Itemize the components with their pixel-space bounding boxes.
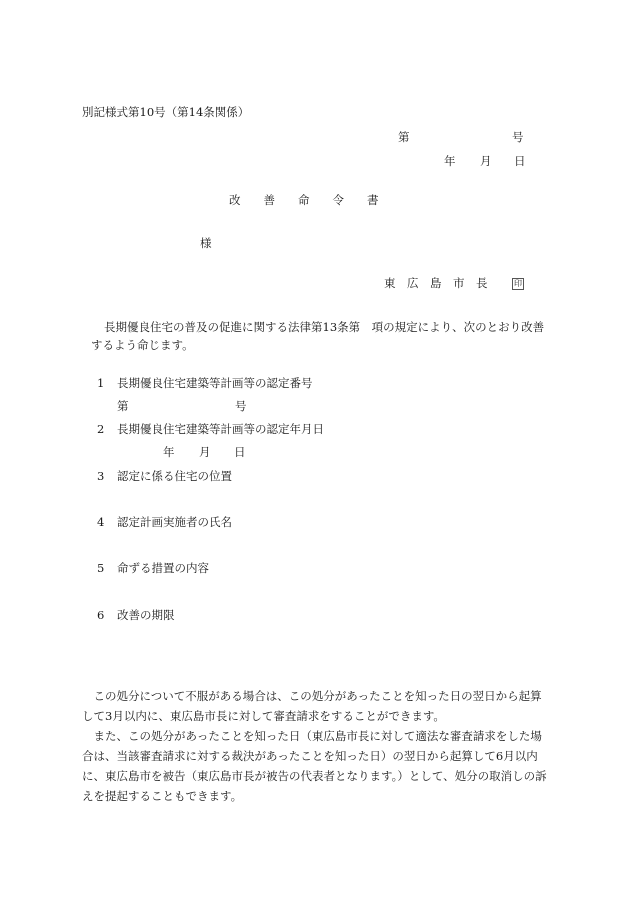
seal-mark (512, 278, 524, 290)
item-3-number: 3 (97, 469, 105, 483)
item-5-label: 命ずる措置の内容 (117, 561, 209, 575)
addressee-suffix: 様 (200, 236, 212, 250)
item-6-label: 改善の期限 (117, 608, 175, 622)
item-5-number: 5 (97, 561, 105, 575)
date-day-label: 日 (514, 154, 526, 168)
document-number-suffix: 号 (512, 130, 524, 144)
document-title: 改 善 命 令 書 (229, 193, 379, 207)
intro-line-1: 長期優良住宅の普及の促進に関する法律第13条第 項の規定により、次のとおり改善 (104, 320, 545, 334)
item-3-label: 認定に係る住宅の位置 (117, 469, 232, 483)
appeal-notice (82, 686, 548, 806)
item-1-number-prefix: 第 (117, 399, 129, 413)
appeal-notice-paragraph-1: この処分について不服がある場合は、この処分があったことを知った日の翌日から起算して3月以内に、東広島市長に対して審査請求をすることができます。 (82, 689, 542, 723)
issuer-name: 東 広 島 市 長 (384, 276, 488, 290)
item-2-number: 2 (97, 422, 105, 436)
seal-icon: 印 (514, 279, 522, 288)
item-4-number: 4 (97, 515, 105, 529)
item-1-label: 長期優良住宅建築等計画等の認定番号 (117, 376, 313, 390)
item-1-number: 1 (97, 376, 105, 390)
appeal-notice-paragraph-2: また、この処分があったことを知った日（東広島市長に対して適法な審査請求をした場合は、当該審査請求に対する裁決があったことを知った日）の翌日から起算して6月以内に、東広島市を被告（東広島市長が被告の代表者となります。）として、処分の取消しの訴えを提起することもできます。 (82, 729, 547, 803)
item-2-day: 日 (234, 445, 246, 459)
date-year-label: 年 (444, 154, 456, 168)
item-2-label: 長期優良住宅建築等計画等の認定年月日 (117, 422, 324, 436)
item-4-label: 認定計画実施者の氏名 (117, 515, 232, 529)
form-number: 別記様式第10号（第14条関係） (82, 105, 250, 119)
item-6-number: 6 (97, 608, 105, 622)
intro-line-2: するよう命じます。 (91, 338, 194, 352)
document-number-prefix: 第 (398, 130, 410, 144)
date-month-label: 月 (480, 154, 492, 168)
item-2-month: 月 (199, 445, 211, 459)
item-2-year: 年 (163, 445, 175, 459)
item-1-number-suffix: 号 (235, 399, 247, 413)
